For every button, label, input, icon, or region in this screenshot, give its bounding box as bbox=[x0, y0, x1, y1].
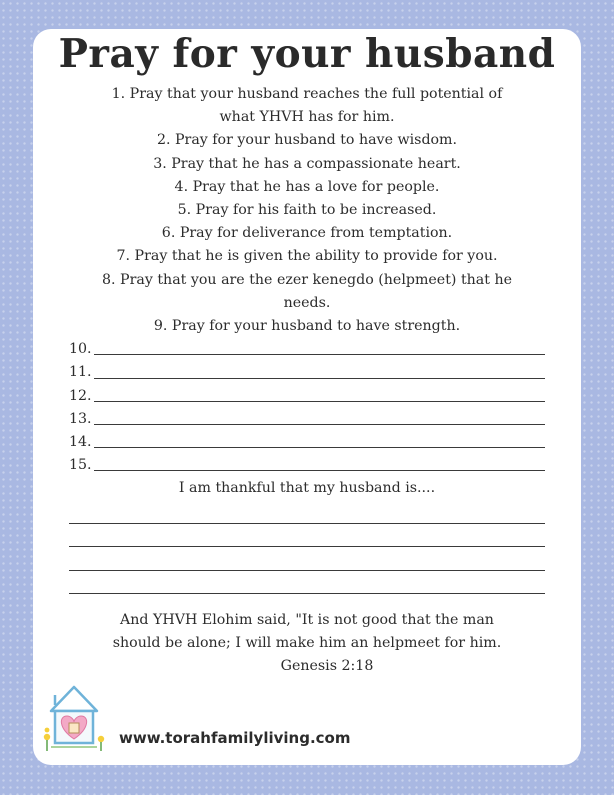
house-heart-icon bbox=[43, 681, 105, 755]
blank-number: 10. bbox=[69, 341, 92, 358]
blank-prayer-line[interactable] bbox=[69, 338, 545, 361]
scripture-verse bbox=[33, 609, 581, 679]
thankful-write-line[interactable] bbox=[69, 501, 545, 524]
blank-prayer-line[interactable] bbox=[69, 454, 545, 477]
prayer-line: needs. bbox=[283, 294, 331, 311]
website-link[interactable]: www.torahfamilyliving.com bbox=[119, 729, 351, 747]
prayer-line: 6. Pray for deliverance from temptation. bbox=[161, 225, 453, 242]
blank-number: 13. bbox=[69, 410, 92, 427]
prayer-line: what YHVH has for him. bbox=[219, 109, 395, 126]
write-in-rule[interactable] bbox=[94, 470, 545, 471]
page-title: Pray for your husband bbox=[58, 31, 556, 77]
write-in-rule[interactable] bbox=[94, 354, 545, 355]
prayer-list bbox=[33, 83, 581, 594]
write-in-rule[interactable] bbox=[94, 378, 545, 379]
worksheet-card bbox=[33, 29, 581, 765]
verse-line: should be alone; I will make him an helpmeet for him. bbox=[112, 635, 502, 652]
prayer-line: 2. Pray for your husband to have wisdom. bbox=[156, 132, 458, 149]
blank-prayer-line[interactable] bbox=[69, 431, 545, 454]
thankful-write-line[interactable] bbox=[69, 571, 545, 594]
blank-number: 11. bbox=[69, 364, 92, 381]
prayer-line: 7. Pray that he is given the ability to provide for you. bbox=[116, 248, 498, 265]
prayer-line: 1. Pray that your husband reaches the full potential of bbox=[111, 86, 503, 102]
blank-prayer-line[interactable] bbox=[69, 385, 545, 408]
write-in-rule[interactable] bbox=[94, 424, 545, 425]
blank-prayer-line[interactable] bbox=[69, 408, 545, 431]
verse-line: And YHVH Elohim said, "It is not good that the man bbox=[120, 612, 494, 628]
blank-number: 12. bbox=[69, 387, 92, 404]
blank-number: 14. bbox=[69, 433, 92, 450]
thankful-prompt: I am thankful that my husband is.... bbox=[178, 480, 436, 497]
thankful-write-line[interactable] bbox=[69, 547, 545, 570]
prayer-line: 8. Pray that you are the ezer kenegdo (helpmeet) that he bbox=[102, 271, 512, 288]
blank-number: 15. bbox=[69, 457, 92, 474]
prayer-line: 4. Pray that he has a love for people. bbox=[174, 178, 440, 195]
prayer-line: 3. Pray that he has a compassionate heart. bbox=[153, 155, 461, 172]
prayer-line: 9. Pray for your husband to have strength. bbox=[153, 318, 461, 335]
write-in-rule[interactable] bbox=[94, 401, 545, 402]
write-in-rule[interactable] bbox=[94, 447, 545, 448]
prayer-line: 5. Pray for his faith to be increased. bbox=[177, 202, 437, 219]
thankful-write-line[interactable] bbox=[69, 524, 545, 547]
blank-prayer-line[interactable] bbox=[69, 361, 545, 384]
verse-reference: Genesis 2:18 bbox=[280, 658, 374, 675]
